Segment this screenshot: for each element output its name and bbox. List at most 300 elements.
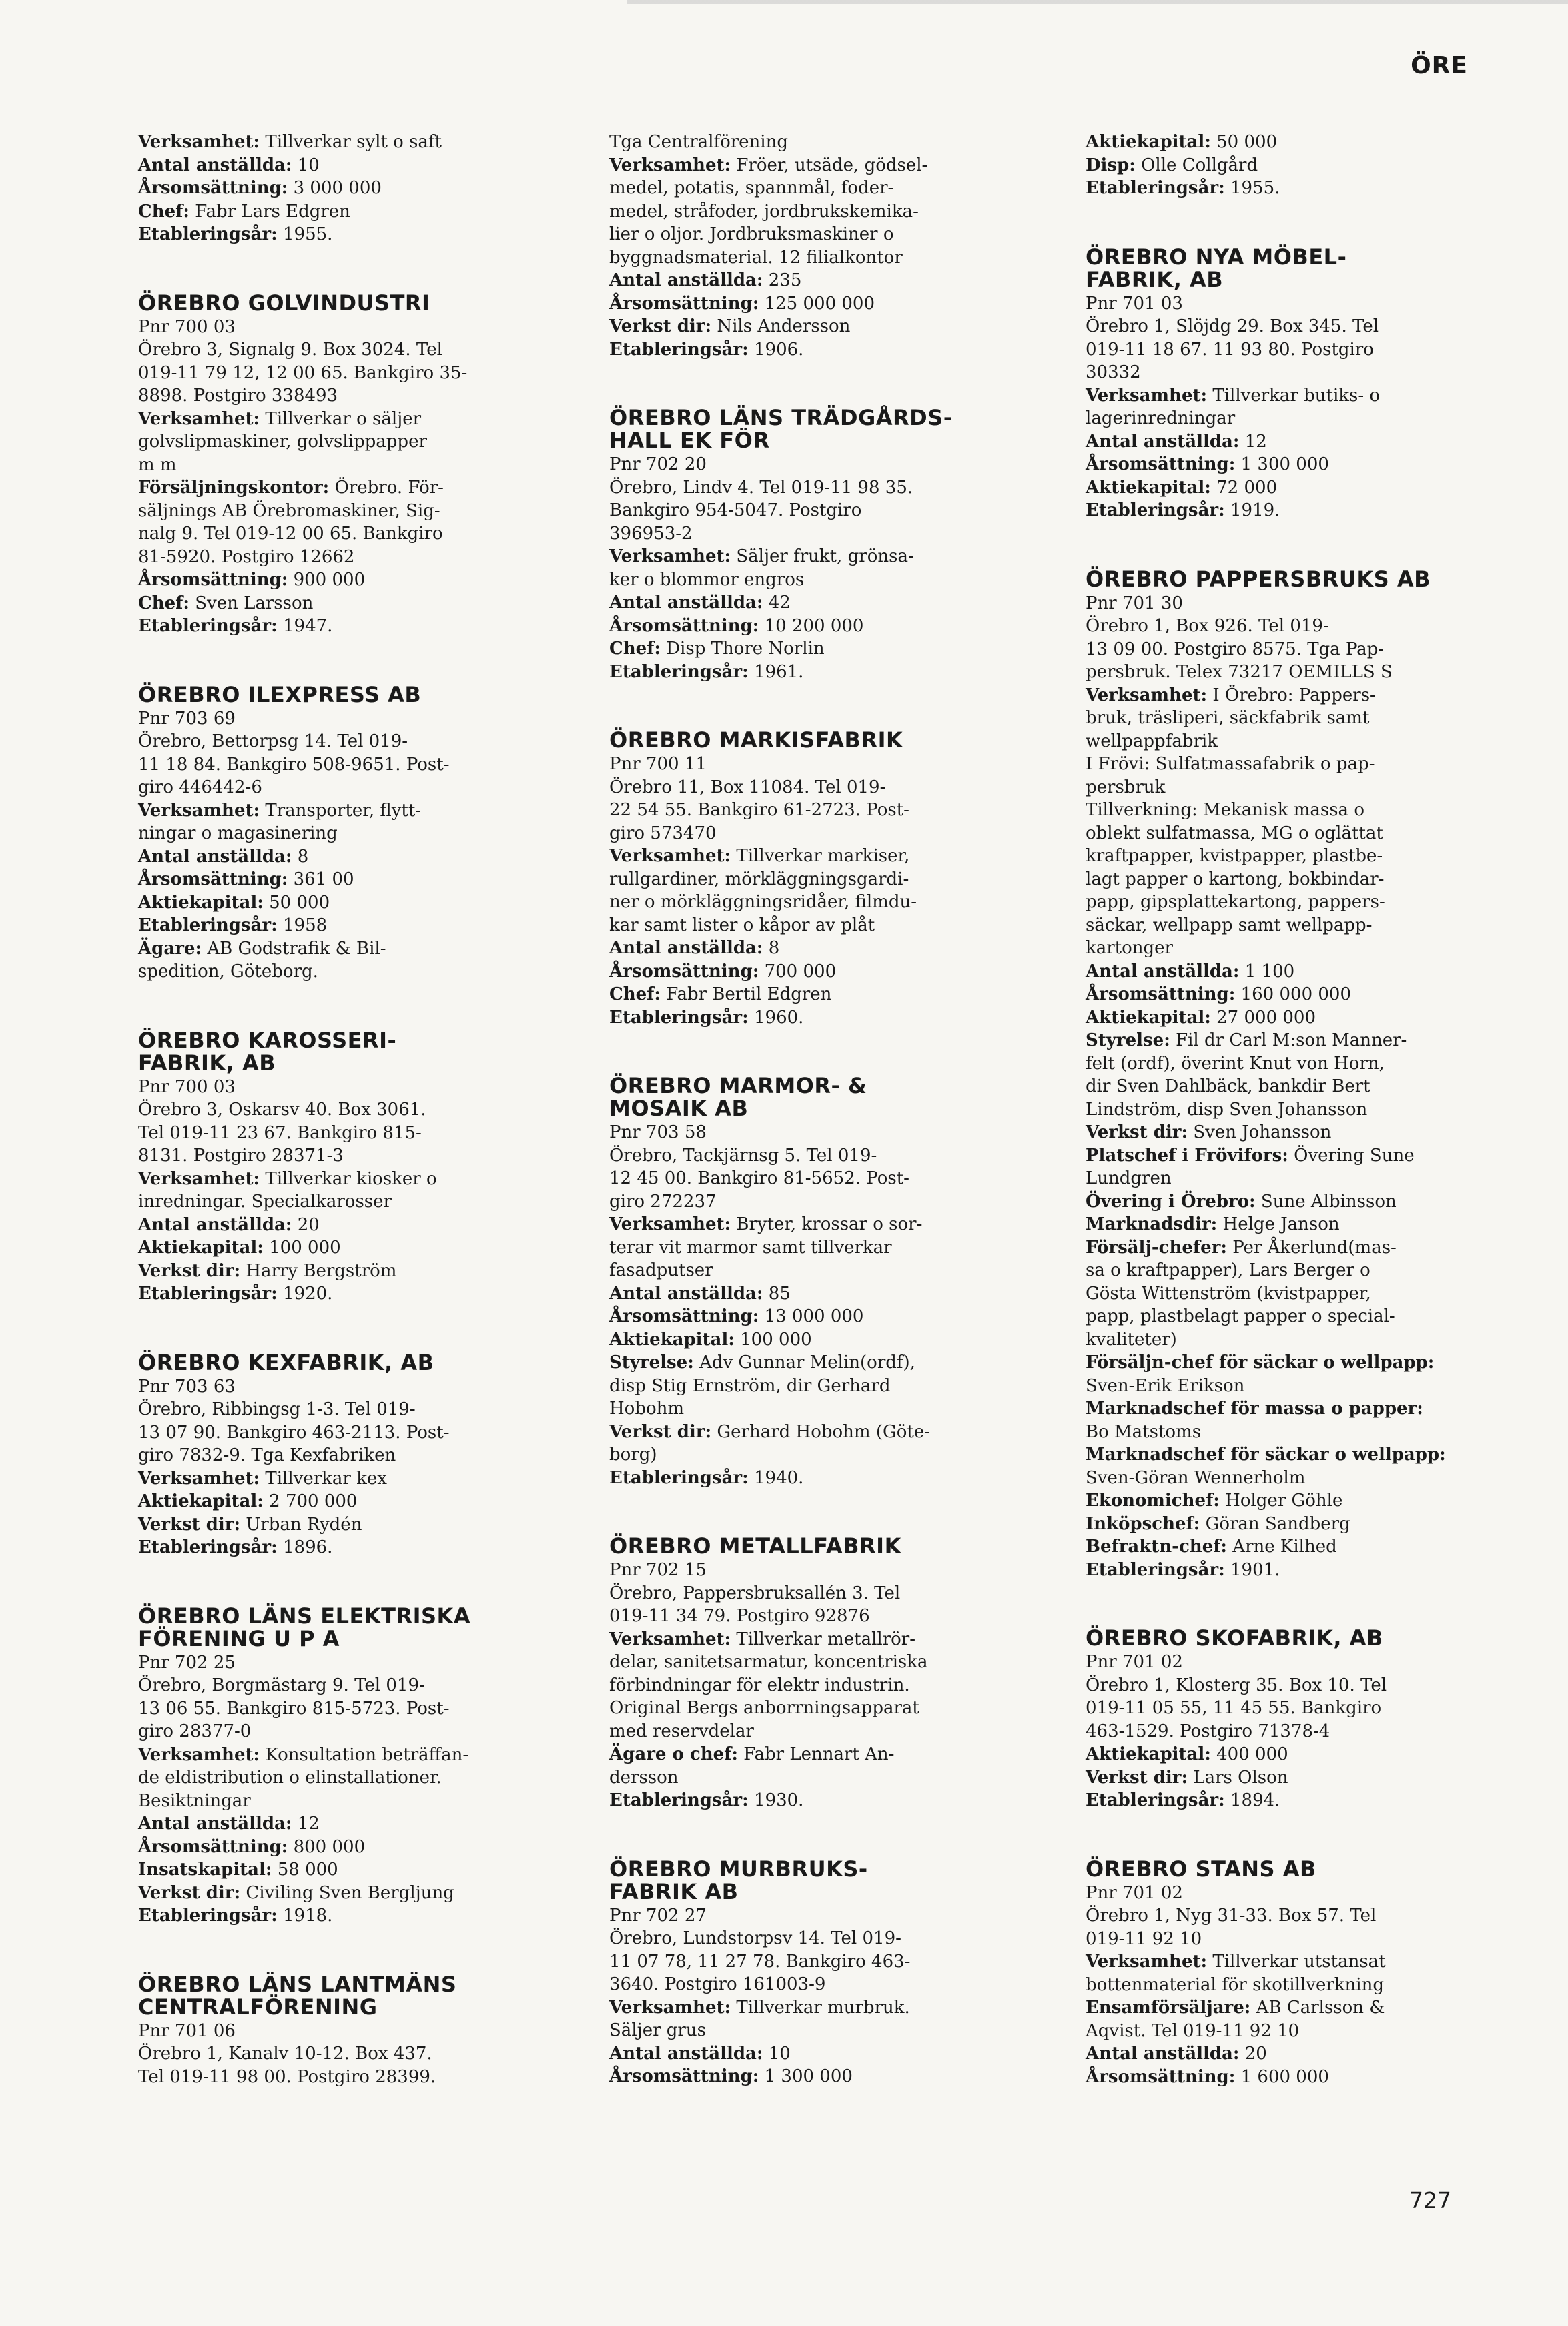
entry-line (138, 707, 518, 731)
field-label: Verksamhet: (138, 408, 260, 429)
entry-line (1086, 1789, 1459, 1812)
field-value: kvaliteter) (1086, 1329, 1177, 1350)
field-label: Etableringsår: (1086, 1559, 1225, 1580)
field-value: 100 000 (269, 1238, 341, 1258)
field-value: 8898. Postgiro 338493 (138, 386, 338, 406)
entry-line (1086, 960, 1459, 984)
field-value: 12 (1244, 431, 1267, 452)
entry-line (1086, 753, 1459, 776)
company-name: ÖREBRO KEXFABRIK, AB (138, 1349, 434, 1375)
field-value: 800 000 (293, 1836, 366, 1857)
entry-line (138, 316, 518, 339)
directory-entry (1086, 246, 1459, 522)
field-value: oblekt sulfatmassa, MG o oglättat (1086, 823, 1383, 843)
entry-line (609, 1144, 983, 1168)
entry-line (609, 615, 983, 638)
field-value: 8131. Postgiro 28371-3 (138, 1146, 344, 1166)
entry-line (138, 1398, 518, 1421)
entry-line (1086, 1904, 1459, 1928)
entry-line (1086, 1651, 1459, 1674)
field-label: Platschef i Frövifors: (1086, 1145, 1288, 1166)
entry-line (1086, 1006, 1459, 1030)
field-value: 019-11 79 12, 12 00 65. Bankgiro 35- (138, 362, 468, 383)
entry-line (138, 1490, 518, 1513)
field-label: Antal anställda: (1086, 961, 1240, 982)
field-value: ningar o magasinering (138, 823, 338, 843)
entry-line (138, 1766, 518, 1790)
field-value: Örebro 1, Box 926. Tel 019- (1086, 616, 1329, 636)
field-value: 100 000 (740, 1329, 812, 1350)
field-value: Tillverkar utstansat (1212, 1952, 1386, 1972)
field-value: sa o kraftpapper), Lars Berger o (1086, 1260, 1370, 1280)
company-name: ÖREBRO MURBRUKS- FABRIK AB (609, 1856, 868, 1904)
field-value: 125 000 000 (764, 293, 875, 314)
field-value: Fil dr Carl M:son Manner- (1176, 1030, 1407, 1050)
entry-line (1086, 592, 1459, 615)
entry-line (1086, 822, 1459, 845)
field-value: 8 (297, 846, 309, 867)
field-value: Tillverkning: Mekanisk massa o (1086, 800, 1364, 820)
entry-line (138, 1122, 518, 1145)
entry-line (609, 1789, 983, 1812)
entry-line (138, 200, 518, 224)
entry-line (138, 1651, 518, 1675)
field-value: ner o mörkläggningsridåer, filmdu- (609, 892, 917, 912)
directory-entry (1086, 131, 1459, 200)
field-value: Tillverkar markiser, (736, 846, 910, 866)
field-value: papp, gipsplattekartong, pappers- (1086, 892, 1385, 912)
field-label: Chef: (609, 639, 661, 659)
entry-line (138, 822, 518, 845)
field-label: Årsomsättning: (1086, 2066, 1236, 2087)
field-value: m m (138, 454, 177, 475)
field-value: byggnadsmaterial. 12 filialkontor (609, 247, 903, 268)
entry-line (138, 1720, 518, 1743)
company-name: ÖREBRO GOLVINDUSTRI (138, 290, 430, 316)
field-value: Disp Thore Norlin (666, 639, 825, 659)
company-name: ÖREBRO KAROSSERI- FABRIK, AB (138, 1027, 397, 1076)
entry-line (609, 1213, 983, 1236)
entry-line (138, 1536, 518, 1559)
field-value: Tillverkar butiks- o (1212, 385, 1381, 406)
field-value: 463-1529. Postgiro 71378-4 (1086, 1721, 1330, 1741)
entry-line (138, 1858, 518, 1882)
entry-line (138, 1697, 518, 1721)
entry-line (1086, 1697, 1459, 1720)
entry-line (609, 2042, 983, 2066)
directory-entry (609, 729, 983, 1029)
field-value: 72 000 (1216, 477, 1278, 498)
entry-line (1086, 384, 1459, 408)
entry-line (609, 1720, 983, 1743)
field-value: Örebro, Borgmästarg 9. Tel 019- (138, 1675, 425, 1695)
entry-line (609, 1421, 983, 1444)
field-value: 50 000 (269, 892, 330, 913)
entry-line (138, 568, 518, 592)
entry-line (1086, 2042, 1459, 2066)
entry-line (1086, 776, 1459, 799)
field-value: Pnr 701 06 (138, 2020, 236, 2041)
entry-line (138, 1836, 518, 1859)
field-label: Ekonomichef: (1086, 1491, 1220, 1511)
entry-line (1086, 1397, 1459, 1421)
field-value: Bryter, krossar o sor- (736, 1214, 923, 1234)
entry-line (609, 845, 983, 868)
field-label: Verkst dir: (1086, 1122, 1188, 1142)
entry-line (1086, 1559, 1459, 1582)
entry-line (1086, 1305, 1459, 1328)
directory-entry (1086, 568, 1459, 1582)
field-label: Marknadschef för massa o papper: (1086, 1399, 1423, 1419)
field-value: lagerinredningar (1086, 408, 1236, 428)
field-value: giro 446442-6 (138, 777, 262, 797)
entry-line (1086, 1351, 1459, 1375)
entry-line (1086, 1467, 1459, 1490)
field-value: Örebro 1, Slöjdg 29. Box 345. Tel (1086, 316, 1379, 336)
top-rule (0, 0, 1568, 4)
field-value: Pnr 700 11 (609, 754, 707, 774)
entry-line (609, 1328, 983, 1352)
entry-line (138, 131, 518, 154)
field-value: 13 07 90. Bankgiro 463-2113. Post- (138, 1422, 450, 1443)
entry-line (1086, 1743, 1459, 1766)
column-2 (609, 131, 983, 2134)
directory-entry (138, 1605, 518, 1928)
field-value: dersson (609, 1767, 679, 1788)
field-label: Chef: (138, 593, 189, 613)
entry-line (1086, 1766, 1459, 1790)
field-value: 396953-2 (609, 523, 693, 544)
field-value: 1894. (1230, 1790, 1280, 1810)
entry-line (609, 1397, 983, 1421)
entry-line (1086, 1996, 1459, 2020)
field-value: 019-11 34 79. Postgiro 92876 (609, 1606, 870, 1626)
entry-line (1086, 407, 1459, 430)
field-value: terar vit marmor samt tillverkar (609, 1237, 892, 1258)
entry-line (609, 2019, 983, 2042)
entry-line (609, 1697, 983, 1720)
field-label: Etableringsår: (1086, 500, 1225, 520)
field-value: 1930. (753, 1790, 804, 1810)
company-name: ÖREBRO ILEXPRESS AB (138, 681, 422, 707)
field-value: Olle Collgård (1141, 155, 1258, 175)
field-value: Örebro, Bettorpsg 14. Tel 019- (138, 731, 408, 751)
field-value: delar, sanitetsarmatur, koncentriska (609, 1652, 928, 1672)
field-label: Antal anställda: (138, 155, 292, 175)
entry-line (138, 776, 518, 799)
entry-line (609, 937, 983, 960)
entry-line (138, 2042, 518, 2066)
field-label: Verksamhet: (1086, 685, 1208, 705)
entry-line (138, 2020, 518, 2043)
entry-line (138, 868, 518, 891)
field-value: 42 (768, 593, 791, 613)
field-label: Försäljn-chef för säckar o wellpapp: (1086, 1352, 1435, 1373)
entry-line (138, 362, 518, 385)
directory-entry (138, 1351, 518, 1559)
field-value: Pnr 702 27 (609, 1905, 707, 1926)
entry-line (1086, 2066, 1459, 2089)
field-value: kraftpapper, kvistpapper, plastbe- (1086, 846, 1383, 866)
entry-line (138, 2066, 518, 2089)
entry-line (609, 868, 983, 891)
entry-line (609, 1996, 983, 2020)
entry-line (138, 1421, 518, 1445)
entry-line (138, 177, 518, 200)
entry-line (609, 315, 983, 338)
field-value: 1906. (753, 339, 804, 360)
field-label: Verkst dir: (609, 316, 712, 336)
company-name: ÖREBRO MARKISFABRIK (609, 727, 903, 753)
field-value: Sven-Göran Wennerholm (1086, 1467, 1306, 1488)
field-label: Marknadschef för säckar o wellpapp: (1086, 1445, 1446, 1465)
entry-line (1086, 1489, 1459, 1513)
entry-line (609, 1375, 983, 1398)
field-value: Fabr Lars Edgren (195, 201, 350, 222)
entry-line (609, 269, 983, 292)
field-label: Antal anställda: (609, 1283, 763, 1304)
field-label: Antal anställda: (609, 938, 763, 958)
entry-line (1086, 338, 1459, 362)
field-value: disp Stig Ernström, dir Gerhard (609, 1375, 891, 1396)
field-label: Verksamhet: (609, 1214, 731, 1234)
field-label: Etableringsår: (609, 1790, 749, 1810)
entry-line (609, 1973, 983, 1996)
field-value: 12 45 00. Bankgiro 81-5652. Post- (609, 1168, 909, 1188)
entry-line (138, 1904, 518, 1928)
field-value: 1919. (1230, 500, 1280, 520)
field-value: Pnr 701 02 (1086, 1652, 1183, 1672)
field-value: 12 (297, 1814, 320, 1834)
entry-line (1086, 1029, 1459, 1052)
field-label: Årsomsättning: (609, 2066, 759, 2086)
field-label: Chef: (609, 984, 661, 1004)
field-value: Gerhard Hobohm (Göte- (717, 1421, 931, 1442)
field-value: 81-5920. Postgiro 12662 (138, 546, 355, 567)
field-value: Pnr 700 03 (138, 316, 236, 337)
field-value: Tillverkar sylt o saft (265, 132, 442, 152)
entry-line (609, 338, 983, 362)
directory-entry (138, 292, 518, 638)
entry-line (1086, 499, 1459, 522)
field-label: Årsomsättning: (138, 869, 288, 889)
entry-line (1086, 615, 1459, 638)
entry-line (1086, 361, 1459, 384)
company-name: ÖREBRO MARMOR- & MOSAIK AB (609, 1073, 867, 1121)
field-value: Pnr 701 30 (1086, 593, 1183, 613)
field-value: spedition, Göteborg. (138, 961, 318, 982)
entry-line (609, 292, 983, 316)
directory-entry (609, 1074, 983, 1489)
entry-line (1086, 1720, 1459, 1743)
field-value: Pnr 701 03 (1086, 293, 1183, 314)
field-value: Tillverkar murbruk. (736, 1997, 910, 2018)
field-value: 8 (768, 938, 780, 958)
field-value: lier o oljor. Jordbruksmaskiner o (609, 224, 894, 244)
entry-line (1086, 730, 1459, 753)
field-value: borg) (609, 1445, 657, 1465)
company-name: ÖREBRO LÄNS ELEKTRISKA FÖRENING U P A (138, 1603, 471, 1651)
entry-line (609, 1467, 983, 1490)
entry-line (609, 1282, 983, 1306)
field-label: Verksamhet: (1086, 1952, 1208, 1972)
entry-line (1086, 2020, 1459, 2043)
field-value: 3 000 000 (293, 178, 382, 198)
field-value: giro 7832-9. Tga Kexfabriken (138, 1445, 396, 1465)
entry-line (138, 1812, 518, 1836)
field-label: Aktiekapital: (1086, 132, 1211, 152)
field-label: Årsomsättning: (138, 570, 288, 590)
entry-line (609, 177, 983, 200)
entry-line (609, 1605, 983, 1628)
field-value: bottenmaterial för skotillverkning (1086, 1974, 1384, 1995)
field-label: Etableringsår: (609, 1007, 749, 1028)
field-value: Per Åkerlund(mas- (1232, 1237, 1397, 1258)
field-value: ker o blommor engros (609, 569, 805, 590)
directory-entry (609, 131, 983, 361)
entry-line (1086, 177, 1459, 200)
entry-line (138, 891, 518, 915)
field-value: dir Sven Dahlbäck, bankdir Bert (1086, 1076, 1370, 1096)
field-value: I Frövi: Sulfatmassafabrik o pap- (1086, 754, 1375, 774)
directory-entry (609, 1858, 983, 2088)
field-label: Etableringsår: (1086, 1790, 1225, 1810)
company-name: ÖREBRO LÄNS TRÄDGÅRDS- HALL EK FÖR (609, 405, 953, 453)
field-label: Verksamhet: (609, 846, 731, 866)
entry-line (609, 476, 983, 500)
entry-line (138, 592, 518, 615)
field-label: Aktiekapital: (1086, 1007, 1211, 1028)
field-value: med reservdelar (609, 1721, 754, 1741)
entry-line (138, 1790, 518, 1813)
field-label: Aktiekapital: (138, 1491, 264, 1511)
field-value: säckar, wellpapp samt wellpapp- (1086, 915, 1373, 935)
field-value: 30332 (1086, 362, 1141, 382)
entry-line (138, 1144, 518, 1168)
entry-line (1086, 1375, 1459, 1398)
field-value: förbindningar för elektr industrin. (609, 1675, 910, 1695)
entry-line (609, 499, 983, 522)
field-label: Inköpschef: (1086, 1513, 1200, 1534)
field-value: Konsultation beträffan- (265, 1744, 469, 1765)
entry-line (138, 476, 518, 500)
entry-line (609, 1167, 983, 1190)
field-value: 019-11 18 67. 11 93 80. Postgiro (1086, 339, 1374, 360)
entry-line (609, 1006, 983, 1030)
field-value: de eldistribution o elinstallationer. (138, 1768, 442, 1788)
entry-line (138, 1168, 518, 1191)
field-value: AB Carlsson & (1256, 1998, 1385, 2018)
field-value: 1 300 000 (764, 2066, 853, 2086)
field-label: Verksamhet: (138, 1168, 260, 1189)
company-name: ÖREBRO PAPPERSBRUKS AB (1086, 566, 1431, 592)
field-value: Örebro 1, Kanalv 10-12. Box 437. (138, 2044, 432, 2064)
directory-entry (1086, 1627, 1459, 1812)
field-value: Tillverkar o säljer (265, 408, 422, 429)
entry-line (1086, 1928, 1459, 1951)
entry-line (1086, 476, 1459, 500)
field-label: Verkst dir: (138, 1260, 241, 1281)
field-value: 700 000 (764, 961, 837, 982)
entry-line (138, 546, 518, 569)
field-value: 1 600 000 (1240, 2066, 1329, 2087)
field-value: 1955. (1230, 178, 1280, 198)
field-value: Transporter, flytt- (265, 800, 422, 821)
entry-line (609, 522, 983, 546)
entry-line (138, 1882, 518, 1905)
field-label: Styrelse: (609, 1352, 694, 1373)
field-label: Styrelse: (1086, 1030, 1170, 1050)
field-value: 1901. (1230, 1559, 1280, 1580)
field-label: Verksamhet: (138, 1744, 260, 1765)
field-value: Gösta Wittenström (kvistpapper, (1086, 1283, 1371, 1304)
field-label: Antal anställda: (609, 593, 763, 613)
field-value: Örebro. För- (334, 478, 444, 498)
company-name: ÖREBRO LÄNS LANTMÄNS CENTRALFÖRENING (138, 1971, 457, 2020)
entry-line (609, 753, 983, 776)
field-label: Befraktn-chef: (1086, 1537, 1228, 1557)
field-value: 160 000 000 (1240, 984, 1352, 1004)
entry-line (1086, 799, 1459, 822)
field-label: Försälj-chefer: (1086, 1237, 1227, 1258)
field-value: Lindström, disp Sven Johansson (1086, 1099, 1368, 1120)
entry-line (138, 753, 518, 777)
entry-line (1086, 430, 1459, 454)
field-value: 27 000 000 (1216, 1007, 1316, 1028)
field-value: Arne Kilhed (1232, 1537, 1337, 1557)
entry-line (1086, 914, 1459, 937)
field-value: lagt papper o kartong, bokbindar- (1086, 869, 1385, 889)
field-value: Säljer frukt, grönsa- (736, 546, 914, 566)
entry-line (138, 1674, 518, 1697)
field-label: Marknadsdir: (1086, 1214, 1218, 1234)
field-label: Verksamhet: (138, 132, 260, 152)
entry-line (1086, 1167, 1459, 1190)
field-value: Bo Matstoms (1086, 1421, 1202, 1442)
field-label: Årsomsättning: (1086, 454, 1236, 474)
entry-line (1086, 1282, 1459, 1306)
entry-line (1086, 638, 1459, 661)
field-value: nalg 9. Tel 019-12 00 65. Bankgiro (138, 524, 443, 544)
field-value: 10 (297, 155, 320, 175)
field-value: Tel 019-11 98 00. Postgiro 28399. (138, 2066, 436, 2087)
entry-line (1086, 315, 1459, 338)
field-value: Harry Bergström (246, 1260, 397, 1281)
field-label: Etableringsår: (138, 1906, 278, 1926)
field-label: Antal anställda: (138, 1214, 292, 1235)
field-value: Örebro, Ribbingsg 1-3. Tel 019- (138, 1399, 416, 1419)
entry-line (609, 1651, 983, 1674)
directory-entry (138, 1029, 518, 1306)
entry-line (138, 500, 518, 523)
field-label: Årsomsättning: (609, 615, 759, 636)
field-value: felt (ordf), överint Knut von Horn, (1086, 1053, 1385, 1074)
field-value: 1 100 (1244, 961, 1295, 982)
field-value: Lars Olson (1193, 1767, 1288, 1788)
entry-line (1086, 1259, 1459, 1282)
directory-entry (609, 1535, 983, 1812)
field-value: giro 272237 (609, 1191, 717, 1212)
field-value: Nils Andersson (717, 316, 851, 336)
entry-line (609, 1443, 983, 1467)
entry-line (1086, 1190, 1459, 1214)
field-value: 1958 (282, 915, 328, 935)
entry-line (609, 822, 983, 845)
field-value: 1961. (753, 661, 804, 682)
entry-line (138, 799, 518, 823)
field-value: Örebro 11, Box 11084. Tel 019- (609, 777, 886, 797)
entry-line (1086, 661, 1459, 684)
